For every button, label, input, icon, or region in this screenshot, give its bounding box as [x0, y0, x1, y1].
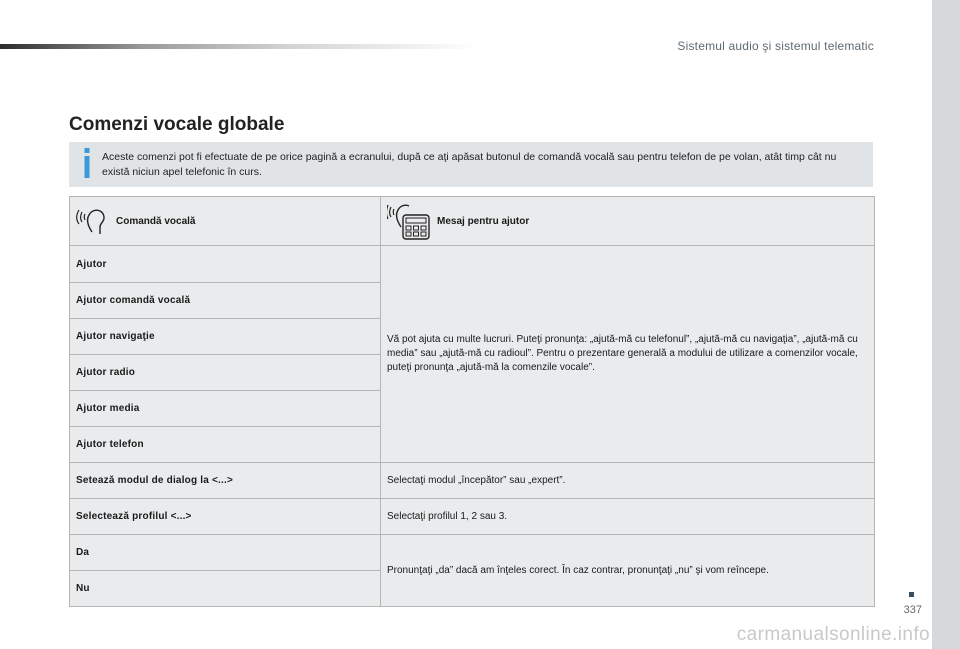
section-title: Comenzi vocale globale [69, 114, 285, 135]
side-strip [932, 0, 960, 649]
help-message-text: Vă pot ajuta cu multe lucruri. Puteţi pronunţa: „ajută-mă cu telefonul”, „ajută-mă cu navigaţia”, „ajută-mă cu media” sau „ajută-mă cu radioul”. Pentru o prezentare generală a modului de utilizare a comenzilor vocale, puteţi pronunţa „ajută-mă la comenzile vocale”. [387, 334, 858, 373]
voice-help-icon [387, 201, 431, 241]
command-cell: Ajutor media [70, 391, 381, 427]
voice-command-table [69, 196, 875, 607]
command-cell: Ajutor [70, 246, 381, 283]
command-cell: Nu [70, 571, 381, 607]
message-cell: Selectaţi profilul 1, 2 sau 3. [381, 499, 875, 535]
command-cell: Da [70, 535, 381, 571]
voice-command-icon [76, 206, 110, 236]
command-cell: Selectează profilul <...> [70, 499, 381, 535]
top-rule [0, 44, 480, 49]
info-box [69, 142, 873, 187]
col-header-help [381, 197, 875, 246]
info-text: Aceste comenzi pot fi efectuate de pe orice pagină a ecranului, după ce aţi apăsat butonul de comandă vocală sau pentru telefon de pe volan, atât timp cât nu există niciun apel telefonic în curs. [102, 151, 837, 178]
col-header-help-label: Mesaj pentru ajutor [437, 215, 530, 227]
command-cell: Ajutor navigaţie [70, 319, 381, 355]
col-header-command-label: Comandă vocală [116, 215, 196, 227]
message-cell: Selectaţi modul „începător” sau „expert”. [381, 463, 875, 499]
col-header-command [70, 197, 381, 246]
table-row [70, 463, 875, 499]
page-marker [909, 592, 914, 597]
header-title: Sistemul audio şi sistemul telematic [677, 39, 874, 53]
watermark: carmanualsonline.info [736, 624, 930, 645]
page-number: 337 [903, 604, 922, 616]
command-cell: Setează modul de dialog la <...> [70, 463, 381, 499]
command-cell: Ajutor comandă vocală [70, 283, 381, 319]
command-cell: Ajutor telefon [70, 427, 381, 463]
message-cell: Pronunţaţi „da” dacă am înţeles corect. În caz contrar, pronunţaţi „nu” şi vom reîncepe. [381, 535, 875, 607]
info-icon [81, 148, 93, 178]
table-header-row [70, 197, 875, 246]
command-cell: Ajutor radio [70, 355, 381, 391]
help-message-cell [381, 246, 875, 463]
table-row [70, 499, 875, 535]
table-row [70, 535, 875, 571]
table-row [70, 246, 875, 283]
